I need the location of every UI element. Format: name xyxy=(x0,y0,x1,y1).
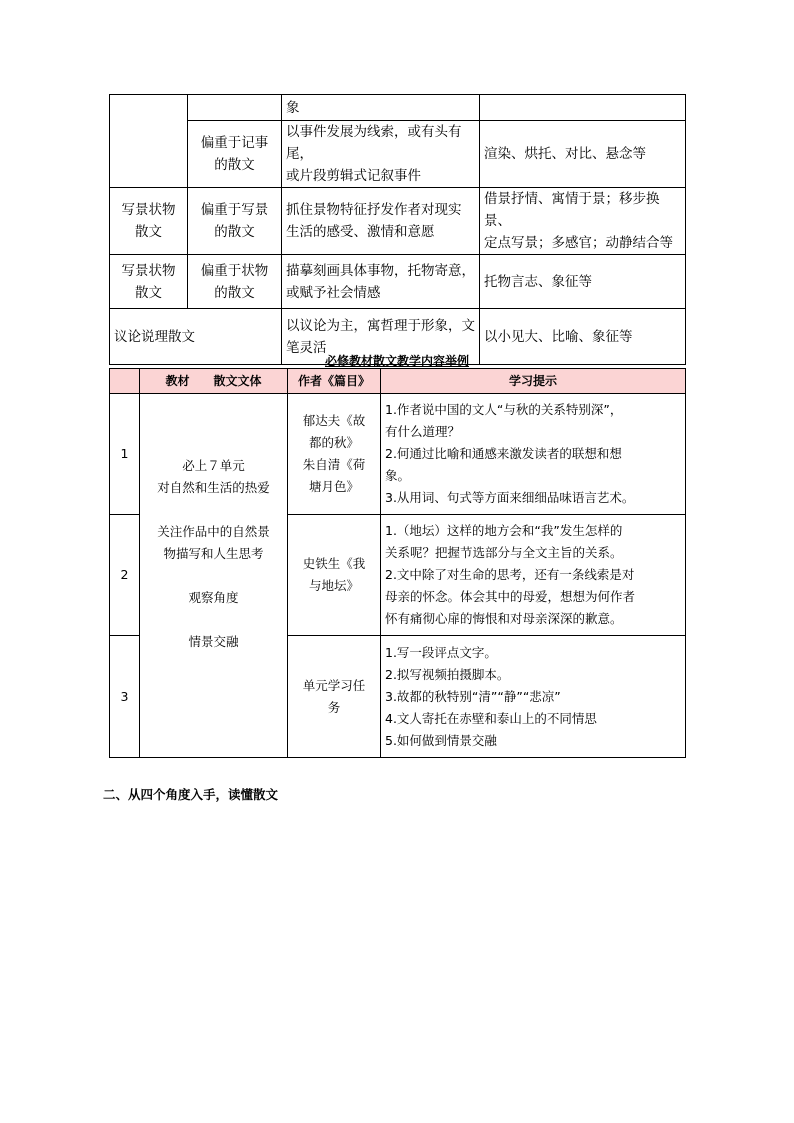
tips-cell: 1.（地坛）这样的地方会和“我”发生怎样的 关系呢？把握节选部分与全文主旨的关系。 2.文中除了对生命的思考，还有一条线索是对 母亲的怀念。体会其中的母爱，想想为何作者 怀有痛彻心扉的悔恨和对母亲深深的歉意。 xyxy=(381,515,686,636)
header-textbook: 教材 散文文体 xyxy=(140,369,288,394)
feature-cell: 以事件发展为线索，或有头有尾， 或片段剪辑式记叙事件 xyxy=(282,121,480,188)
genre-table xyxy=(109,94,686,365)
table-row xyxy=(110,121,686,188)
tips-cell: 1.作者说中国的文人“与秋的关系特别深”， 有什么道理？ 2.何通过比喻和通感来激发读者的联想和想 象。 3.从用词、句式等方面来细细品味语言艺术。 xyxy=(381,394,686,515)
header-index xyxy=(110,369,140,394)
table-row xyxy=(110,95,686,121)
genre-cell: 写景状物 散文 xyxy=(110,255,188,309)
subgenre-cell xyxy=(188,95,282,121)
row-number: 3 xyxy=(110,636,140,758)
technique-cell: 借景抒情、寓情于景；移步换景、 定点写景；多感官；动静结合等 xyxy=(480,188,686,255)
genre-cell: 议论说理散文 xyxy=(110,309,282,365)
textbook-cell: 必上７单元 对自然和生活的热爱 关注作品中的自然景 物描写和人生思考 观察角度 情景交融 xyxy=(140,394,288,758)
genre-cell: 写景状物 散文 xyxy=(110,188,188,255)
subgenre-cell: 偏重于状物 的散文 xyxy=(188,255,282,309)
section-heading: 二、从四个角度入手，读懂散文 xyxy=(103,787,279,802)
row-number: 1 xyxy=(110,394,140,515)
technique-cell xyxy=(480,95,686,121)
technique-cell: 托物言志、象征等 xyxy=(480,255,686,309)
author-cell: 史铁生《我 与地坛》 xyxy=(288,515,381,636)
tips-cell: 1.写一段评点文字。 2.拟写视频拍摄脚本。 3.故都的秋特别“清”“静”“悲凉” 4.文人寄托在赤壁和泰山上的不同情思 5.如何做到情景交融 xyxy=(381,636,686,758)
header-tips: 学习提示 xyxy=(381,369,686,394)
genre-cell xyxy=(110,95,188,188)
feature-cell: 描摹刻画具体事物，托物寄意， 或赋予社会情感 xyxy=(282,255,480,309)
technique-cell: 渲染、烘托、对比、悬念等 xyxy=(480,121,686,188)
subgenre-cell: 偏重于写景 的散文 xyxy=(188,188,282,255)
header-author: 作者《篇目》 xyxy=(288,369,381,394)
table-caption: 必修教材散文教学内容举例 xyxy=(324,354,469,368)
feature-cell: 象 xyxy=(282,95,480,121)
table-row xyxy=(110,394,686,515)
technique-cell: 以小见大、比喻、象征等 xyxy=(480,309,686,365)
author-cell: 单元学习任 务 xyxy=(288,636,381,758)
row-number: 2 xyxy=(110,515,140,636)
teaching-content-table xyxy=(109,368,686,758)
subgenre-cell: 偏重于记事 的散文 xyxy=(188,121,282,188)
feature-cell: 以议论为主，寓哲理于形象，文 笔灵活 xyxy=(282,309,480,365)
author-cell: 郁达夫《故 都的秋》 朱自清《荷 塘月色》 xyxy=(288,394,381,515)
table-row xyxy=(110,188,686,255)
table-row xyxy=(110,255,686,309)
table-header-row xyxy=(110,369,686,394)
feature-cell: 抓住景物特征抒发作者对现实 生活的感受、激情和意愿 xyxy=(282,188,480,255)
